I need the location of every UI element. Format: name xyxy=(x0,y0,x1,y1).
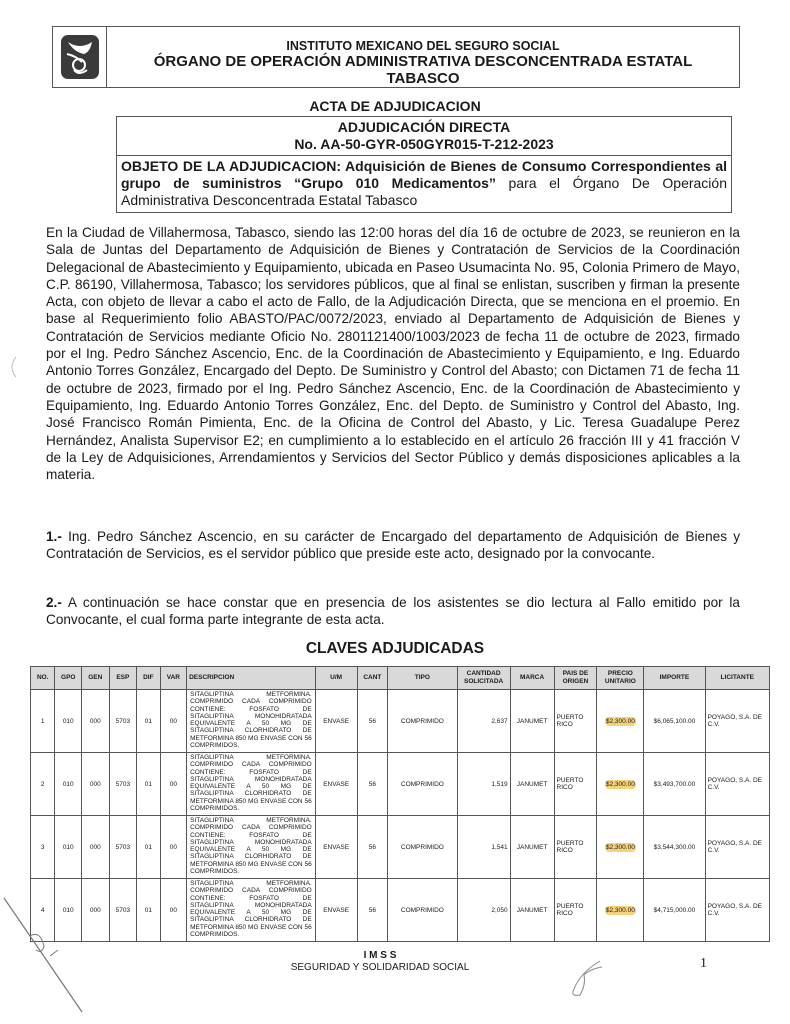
cell-var: 00 xyxy=(160,816,187,879)
objeto-rest: para el Órgano De Operación Administrativa Desconcentrada Estatal Tabasco xyxy=(121,175,727,208)
col-header: PAIS DE ORIGEN xyxy=(554,667,597,690)
cell-um: ENVASE xyxy=(315,879,357,942)
col-header: NO. xyxy=(31,667,55,690)
footer-imss: I M S S xyxy=(363,950,397,961)
precio-highlight: $2,300.00 xyxy=(605,717,635,725)
col-header: GEN xyxy=(82,667,110,690)
cell-solicitada: 2,050 xyxy=(457,879,510,942)
institution-name: INSTITUTO MEXICANO DEL SEGURO SOCIAL xyxy=(286,39,560,53)
table-row xyxy=(31,753,770,816)
cell-solicitada: 1,519 xyxy=(457,753,510,816)
cell-dif: 01 xyxy=(137,816,160,879)
cell-descripcion: SITAGLIPTINA METFORMINA. COMPRIMIDO CADA COMPRIMIDO CONTIENE: FOSFATO DE SITAGLIPTINA MONOHIDRATADA EQUIVALENTE A 50 MG DE SITAGLIPTINA CLORHIDRATO DE METFORMINA 850 MG ENVASE CON 56 COMPRIMIDOS. xyxy=(187,690,316,753)
cell-tipo: COMPRIMIDO xyxy=(388,816,457,879)
cell-marca: JANUMET xyxy=(510,753,554,816)
cell-no: 4 xyxy=(31,879,55,942)
adjudicacion-heading xyxy=(117,117,731,156)
col-header: U/M xyxy=(315,667,357,690)
cell-importe: $4,715,000.00 xyxy=(644,879,705,942)
cell-esp: 5703 xyxy=(109,879,137,942)
col-header: VAR xyxy=(160,667,187,690)
cell-precio xyxy=(597,690,644,753)
cell-um: ENVASE xyxy=(315,753,357,816)
section-title: CLAVES ADJUDICADAS xyxy=(305,640,485,657)
cell-gpo: 010 xyxy=(55,816,82,879)
cell-esp: 5703 xyxy=(109,753,137,816)
item-2-number: 2.- xyxy=(46,595,62,610)
cell-esp: 5703 xyxy=(109,816,137,879)
cell-precio xyxy=(597,879,644,942)
precio-highlight: $2,300.00 xyxy=(605,843,635,851)
adjudicacion-number: No. AA-50-GYR-050GYR015-T-212-2023 xyxy=(294,136,554,152)
cell-descripcion: SITAGLIPTINA METFORMINA. COMPRIMIDO CADA COMPRIMIDO CONTIENE: FOSFATO DE SITAGLIPTINA MONOHIDRATADA EQUIVALENTE A 50 MG DE SITAGLIPTINA CLORHIDRATO DE METFORMINA 850 MG ENVASE CON 56 COMPRIMIDOS. xyxy=(187,879,316,942)
intro-paragraph: En la Ciudad de Villahermosa, Tabasco, siendo las 12:00 horas del día 16 de octubre de 2023, se reunieron en la Sala de Juntas del Departamento de Adquisición de Bienes y Contratación de Servicios de la Coordinación Delegacional de Abastecimiento y Equipamiento, ubicada en Paseo Usumacinta No. 95, Colonia Primero de Mayo, C.P. 86190, Villahermosa, Tabasco; los servidores públicos, que al final se enlistan, suscriben y firman la presente Acta, con objeto de llevar a cabo el acto de Fallo, de la Adjudicación Directa, que se menciona en el proemio. En base al Requerimiento folio ABASTO/PAC/0072/2023, enviado al Departamento de Adquisición de Bienes y Contratación de Servicios mediante Oficio No. 2801121400/1003/2023 de fecha 11 de octubre de 2023, firmado por el Ing. Pedro Sánchez Ascencio, Enc. de la Coordinación de Abastecimiento y Equipamiento, e Ing. Eduardo Antonio Torres González, Encargado del Depto. De Suministro y Control del Abasto; con Dictamen 71 de fecha 11 de octubre de 2023, firmado por el Ing. Pedro Sánchez Ascencio, Enc. de la Coordinación de Abastecimiento y Equipamiento, Ing. Eduardo Antonio Torres González, Enc. del Depto. de Suministro y Control del Abasto, Ing. José Francisco Román Pimienta, Enc. de la Oficina de Control del Abasto, y Lic. Teresa Guadalupe Perez Hernández, Analista Supervisor E2; en cumplimiento a lo establecido en el artículo 26 fracción III y 41 fracción V de la Ley de Adquisiciones, Arrendamientos y Servicios del Sector Público y demás disposiciones aplicables a la materia. xyxy=(46,225,740,483)
cell-importe: $3,493,700.00 xyxy=(644,753,705,816)
precio-highlight: $2,300.00 xyxy=(605,906,635,914)
cell-solicitada: 1,541 xyxy=(457,816,510,879)
cell-precio xyxy=(597,753,644,816)
signature-line-icon xyxy=(0,880,90,1020)
cell-tipo: COMPRIMIDO xyxy=(388,879,457,942)
cell-gpo: 010 xyxy=(55,690,82,753)
cell-importe: $6,065,100.00 xyxy=(644,690,705,753)
cell-cant: 56 xyxy=(357,753,388,816)
cell-no: 3 xyxy=(31,816,55,879)
footer-slogan: SEGURIDAD Y SOLIDARIDAD SOCIAL xyxy=(290,962,470,973)
cell-gen: 000 xyxy=(82,879,110,942)
col-header: DESCRIPCION xyxy=(187,667,316,690)
state-name: TABASCO xyxy=(386,70,460,87)
objeto-adjudicacion xyxy=(117,156,731,212)
cell-licitante: POYAGO, S.A. DE C.V. xyxy=(705,816,769,879)
cell-importe: $3,544,300.00 xyxy=(644,816,705,879)
cell-pais: PUERTO RICO xyxy=(554,753,597,816)
cell-precio xyxy=(597,816,644,879)
col-header: CANTIDAD SOLICITADA xyxy=(457,667,510,690)
adjudicacion-box xyxy=(116,116,732,213)
cell-marca: JANUMET xyxy=(510,690,554,753)
cell-um: ENVASE xyxy=(315,816,357,879)
cell-dif: 01 xyxy=(137,753,160,816)
cell-licitante: POYAGO, S.A. DE C.V. xyxy=(705,753,769,816)
acta-title: ACTA DE ADJUDICACION xyxy=(309,98,481,114)
cell-tipo: COMPRIMIDO xyxy=(388,690,457,753)
logo-cell xyxy=(53,27,107,87)
signature-initials-icon xyxy=(560,955,610,1000)
cell-dif: 01 xyxy=(137,879,160,942)
claves-table xyxy=(30,666,770,942)
cell-no: 2 xyxy=(31,753,55,816)
margin-bracket-icon xyxy=(6,355,18,379)
document-header xyxy=(52,26,740,88)
cell-marca: JANUMET xyxy=(510,879,554,942)
col-header: MARCA xyxy=(510,667,554,690)
col-header: PRECIO UNITARIO xyxy=(597,667,644,690)
footer xyxy=(250,950,510,974)
cell-solicitada: 2,637 xyxy=(457,690,510,753)
col-header: DIF xyxy=(137,667,160,690)
item-1-text: Ing. Pedro Sánchez Ascencio, en su carácter de Encargado del departamento de Adquisición de Bienes y Contratación de Servicios, es el servidor público que preside este acto, designado por la convocante. xyxy=(46,529,740,562)
item-2-text: A continuación se hace constar que en presencia de los asistentes se dio lectura al Fallo emitido por la Convocante, el cual forma parte integrante de esta acta. xyxy=(46,595,740,628)
cell-dif: 01 xyxy=(137,690,160,753)
cell-var: 00 xyxy=(160,690,187,753)
table-row xyxy=(31,879,770,942)
cell-tipo: COMPRIMIDO xyxy=(388,753,457,816)
col-header: GPO xyxy=(55,667,82,690)
col-header: CANT xyxy=(357,667,388,690)
cell-pais: PUERTO RICO xyxy=(554,690,597,753)
cell-gen: 000 xyxy=(82,753,110,816)
imss-logo-icon xyxy=(60,34,100,80)
cell-var: 00 xyxy=(160,753,187,816)
col-header: ESP xyxy=(109,667,137,690)
item-2-paragraph xyxy=(46,594,740,629)
cell-licitante: POYAGO, S.A. DE C.V. xyxy=(705,690,769,753)
adjudicacion-type: ADJUDICACIÓN DIRECTA xyxy=(337,119,511,135)
table-header-row xyxy=(31,667,770,690)
cell-descripcion: SITAGLIPTINA METFORMINA. COMPRIMIDO CADA COMPRIMIDO CONTIENE: FOSFATO DE SITAGLIPTINA MONOHIDRATADA EQUIVALENTE A 50 MG DE SITAGLIPTINA CLORHIDRATO DE METFORMINA 850 MG ENVASE CON 56 COMPRIMIDOS. xyxy=(187,753,316,816)
organ-name: ÓRGANO DE OPERACIÓN ADMINISTRATIVA DESCONCENTRADA ESTATAL xyxy=(153,53,693,70)
cell-um: ENVASE xyxy=(315,690,357,753)
cell-esp: 5703 xyxy=(109,690,137,753)
cell-cant: 56 xyxy=(357,816,388,879)
table-row xyxy=(31,816,770,879)
objeto-bold: OBJETO DE LA ADJUDICACION: Adquisición de Bienes de Consumo Correspondientes al grupo de suministros “Grupo 010 Medicamentos” xyxy=(121,158,727,191)
col-header: LICITANTE xyxy=(705,667,769,690)
col-header: TIPO xyxy=(388,667,457,690)
cell-pais: PUERTO RICO xyxy=(554,816,597,879)
page-number: 1 xyxy=(700,956,707,971)
cell-marca: JANUMET xyxy=(510,816,554,879)
table-row xyxy=(31,690,770,753)
header-text xyxy=(107,27,739,87)
cell-gpo: 010 xyxy=(55,879,82,942)
cell-gen: 000 xyxy=(82,690,110,753)
cell-gpo: 010 xyxy=(55,753,82,816)
col-header: IMPORTE xyxy=(644,667,705,690)
cell-gen: 000 xyxy=(82,816,110,879)
cell-var: 00 xyxy=(160,879,187,942)
cell-descripcion: SITAGLIPTINA METFORMINA. COMPRIMIDO CADA COMPRIMIDO CONTIENE: FOSFATO DE SITAGLIPTINA MONOHIDRATADA EQUIVALENTE A 50 MG DE SITAGLIPTINA CLORHIDRATO DE METFORMINA 850 MG ENVASE CON 56 COMPRIMIDOS. xyxy=(187,816,316,879)
cell-pais: PUERTO RICO xyxy=(554,879,597,942)
cell-no: 1 xyxy=(31,690,55,753)
cell-cant: 56 xyxy=(357,879,388,942)
item-1-number: 1.- xyxy=(46,529,62,544)
cell-cant: 56 xyxy=(357,690,388,753)
precio-highlight: $2,300.00 xyxy=(605,780,635,788)
item-1-paragraph xyxy=(46,528,740,563)
cell-licitante: POYAGO, S.A. DE C.V. xyxy=(705,879,769,942)
